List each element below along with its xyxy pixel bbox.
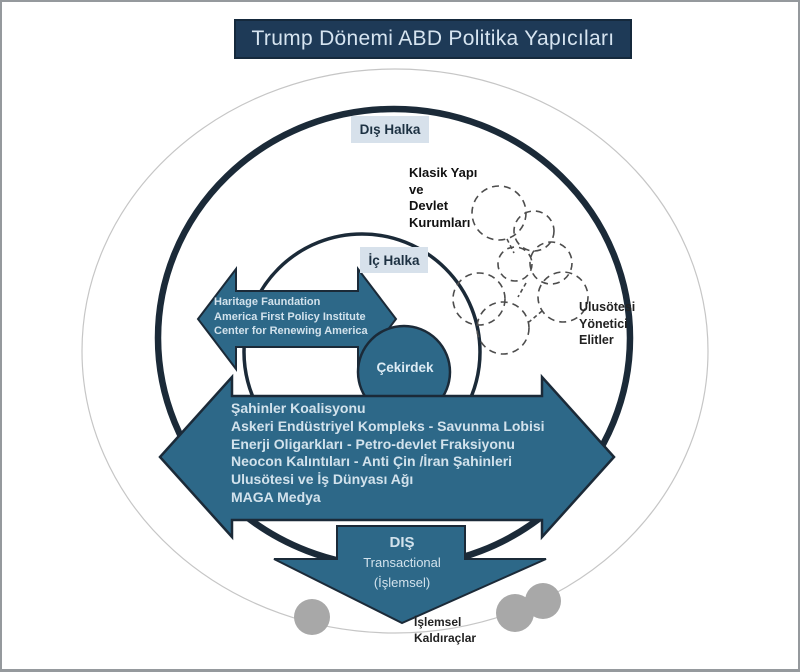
transactional-levers-line: İşlemsel xyxy=(414,615,462,629)
classic-structure-line: Klasik Yapı xyxy=(409,165,478,180)
coalition-line: Enerji Oligarkları - Petro-devlet Fraksiyonu xyxy=(231,435,515,452)
foreign-arrow-line: Transactional xyxy=(363,555,441,570)
classic-structure-line: Devlet xyxy=(409,198,449,213)
think-tank-line: Haritage Faundation xyxy=(214,296,321,308)
dashed-circle xyxy=(472,186,526,240)
dashed-circle xyxy=(477,302,529,354)
foreign-arrow-line: (İşlemsel) xyxy=(373,575,431,590)
think-tank-arrow-text xyxy=(214,295,368,339)
think-tank-line: America First Policy Institute xyxy=(214,310,366,323)
foreign-arrow-line: DIŞ xyxy=(389,534,415,551)
coalition-line: Askeri Endüstriyel Kompleks - Savunma Lobisi xyxy=(231,417,545,434)
coalition-line: MAGA Medya xyxy=(231,488,321,505)
coalition-line: Şahinler Koalisyonu xyxy=(231,400,366,416)
classic-structure-label xyxy=(409,165,477,231)
transnational-elites-line: Ulusötesi xyxy=(579,300,636,314)
dashed-circle xyxy=(453,273,505,325)
dashed-circle xyxy=(498,247,532,281)
page-title: Trump Dönemi ABD Politika Yapıcıları xyxy=(234,19,632,59)
inner-ring-label: İç Halka xyxy=(360,247,428,273)
foreign-arrow-text xyxy=(332,533,472,593)
outer-ring-label: Dış Halka xyxy=(351,116,429,143)
lever-circle xyxy=(294,599,330,635)
dashed-connector xyxy=(507,239,514,253)
transactional-levers-line: Kaldıraçlar xyxy=(414,631,477,645)
dashed-circle xyxy=(530,242,572,284)
lever-circle xyxy=(525,583,561,619)
transnational-elites-line: Elitler xyxy=(579,333,614,347)
classic-structure-line: Kurumları xyxy=(409,214,471,230)
transnational-elites-line: Yönetici xyxy=(579,316,628,331)
dashed-circle xyxy=(514,211,554,251)
think-tank-line: Center for Renewing America xyxy=(214,325,368,337)
dashed-connector xyxy=(518,283,526,297)
transactional-levers-label xyxy=(414,614,476,646)
coalition-line: Neocon Kalıntıları - Anti Çin /İran Şahinleri xyxy=(231,453,513,470)
transnational-elites-label xyxy=(579,299,635,349)
core-label: Çekirdek xyxy=(376,360,434,375)
coalition-line: Ulusötesi ve İş Dünyası Ağı xyxy=(231,471,414,488)
classic-structure-line: ve xyxy=(409,181,424,197)
dashed-connector xyxy=(529,311,542,322)
coalition-arrow-text xyxy=(231,400,545,507)
